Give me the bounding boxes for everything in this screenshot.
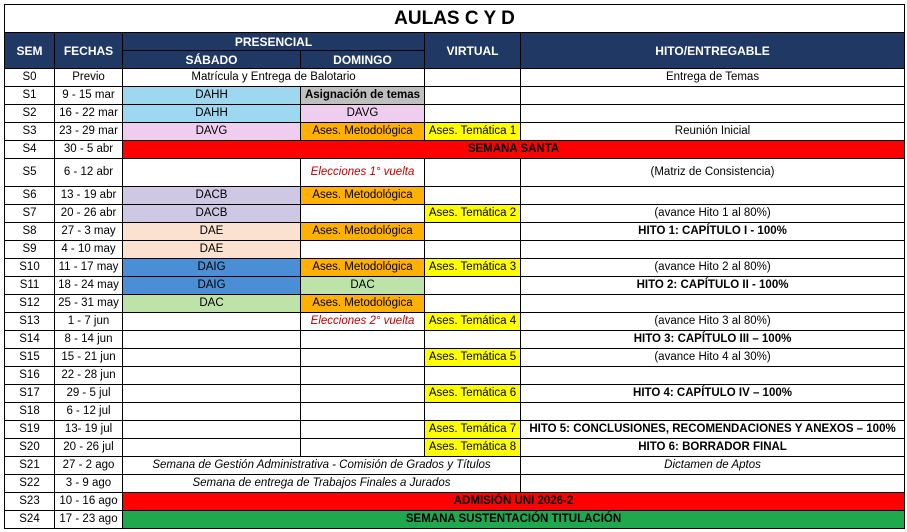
cell-sabado: DACB bbox=[123, 187, 301, 205]
table-row bbox=[5, 223, 905, 241]
cell-domingo bbox=[301, 349, 425, 367]
cell-banner: ADMISIÓN UNI 2026-2 bbox=[123, 493, 905, 511]
cell-sem: S3 bbox=[5, 123, 55, 141]
cell-fechas: 20 - 26 abr bbox=[55, 205, 123, 223]
table-row bbox=[5, 187, 905, 205]
cell-domingo: Ases. Metodológica bbox=[301, 187, 425, 205]
cell-hito: (avance Hito 3 al 80%) bbox=[521, 313, 905, 331]
header-sem: SEM bbox=[5, 33, 55, 69]
cell-fechas: 4 - 10 may bbox=[55, 241, 123, 259]
cell-fechas: 13- 19 jul bbox=[55, 421, 123, 439]
table-row bbox=[5, 385, 905, 403]
cell-fechas: 18 - 24 may bbox=[55, 277, 123, 295]
cell-sabado bbox=[123, 367, 301, 385]
cell-hito: Dictamen de Aptos bbox=[521, 457, 905, 475]
cell-sem: S16 bbox=[5, 367, 55, 385]
cell-sabado: DAE bbox=[123, 223, 301, 241]
cell-sem: S13 bbox=[5, 313, 55, 331]
table-row bbox=[5, 475, 905, 493]
cell-sem: S8 bbox=[5, 223, 55, 241]
cell-sem: S10 bbox=[5, 259, 55, 277]
cell-hito: HITO 4: CAPÍTULO IV – 100% bbox=[521, 385, 905, 403]
cell-sem: S7 bbox=[5, 205, 55, 223]
cell-hito: HITO 2: CAPÍTULO II - 100% bbox=[521, 277, 905, 295]
cell-sabado bbox=[123, 439, 301, 457]
header-domingo: DOMINGO bbox=[301, 51, 425, 69]
cell-virtual: Ases. Temática 6 bbox=[425, 385, 521, 403]
cell-fechas: 22 - 28 jun bbox=[55, 367, 123, 385]
table-row bbox=[5, 259, 905, 277]
cell-virtual bbox=[425, 187, 521, 205]
cell-fechas: 10 - 16 ago bbox=[55, 493, 123, 511]
cell-fechas: 16 - 22 mar bbox=[55, 105, 123, 123]
cell-hito bbox=[521, 367, 905, 385]
cell-note: Semana de entrega de Trabajos Finales a Jurados bbox=[123, 475, 521, 493]
cell-banner: SEMANA SANTA bbox=[123, 141, 905, 159]
cell-sem: S5 bbox=[5, 159, 55, 187]
cell-hito: Entrega de Temas bbox=[521, 69, 905, 87]
cell-sabado: DAE bbox=[123, 241, 301, 259]
cell-sem: S1 bbox=[5, 87, 55, 105]
table-row bbox=[5, 511, 905, 529]
header-virtual: VIRTUAL bbox=[425, 33, 521, 69]
cell-hito: HITO 1: CAPÍTULO I - 100% bbox=[521, 223, 905, 241]
table-row bbox=[5, 277, 905, 295]
table-row bbox=[5, 295, 905, 313]
table-row bbox=[5, 367, 905, 385]
cell-sem: S0 bbox=[5, 69, 55, 87]
cell-virtual: Ases. Temática 1 bbox=[425, 123, 521, 141]
cell-virtual bbox=[425, 223, 521, 241]
cell-fechas: 13 - 19 abr bbox=[55, 187, 123, 205]
cell-domingo: Ases. Metodológica bbox=[301, 123, 425, 141]
cell-domingo: DAC bbox=[301, 277, 425, 295]
cell-fechas: 6 - 12 abr bbox=[55, 159, 123, 187]
cell-fechas: 29 - 5 jul bbox=[55, 385, 123, 403]
cell-domingo: Asignación de temas bbox=[301, 87, 425, 105]
table-row bbox=[5, 159, 905, 187]
cell-sabado: DAVG bbox=[123, 123, 301, 141]
table-row bbox=[5, 349, 905, 367]
cell-hito: HITO 6: BORRADOR FINAL bbox=[521, 439, 905, 457]
cell-domingo bbox=[301, 241, 425, 259]
table-row bbox=[5, 421, 905, 439]
table-row bbox=[5, 205, 905, 223]
cell-sem: S11 bbox=[5, 277, 55, 295]
cell-note: Semana de Gestión Administrativa - Comisión de Grados y Títulos bbox=[123, 457, 521, 475]
cell-fechas: 9 - 15 mar bbox=[55, 87, 123, 105]
cell-hito: Reunión Inicial bbox=[521, 123, 905, 141]
cell-virtual bbox=[425, 87, 521, 105]
cell-fechas: 3 - 9 ago bbox=[55, 475, 123, 493]
cell-hito: (Matriz de Consistencia) bbox=[521, 159, 905, 187]
cell-sabado bbox=[123, 159, 301, 187]
cell-fechas: 6 - 12 jul bbox=[55, 403, 123, 421]
cell-hito: (avance Hito 1 al 80%) bbox=[521, 205, 905, 223]
cell-virtual: Ases. Temática 2 bbox=[425, 205, 521, 223]
cell-virtual: Ases. Temática 7 bbox=[425, 421, 521, 439]
cell-hito bbox=[521, 105, 905, 123]
cell-hito bbox=[521, 241, 905, 259]
cell-domingo bbox=[301, 367, 425, 385]
cell-sabado bbox=[123, 421, 301, 439]
cell-domingo bbox=[301, 421, 425, 439]
cell-sabado bbox=[123, 313, 301, 331]
cell-sabado: DAIG bbox=[123, 259, 301, 277]
cell-sem: S21 bbox=[5, 457, 55, 475]
cell-hito bbox=[521, 295, 905, 313]
header-hito: HITO/ENTREGABLE bbox=[521, 33, 905, 69]
cell-sabado bbox=[123, 349, 301, 367]
cell-fechas: 8 - 14 jun bbox=[55, 331, 123, 349]
cell-sabado: DAHH bbox=[123, 105, 301, 123]
cell-virtual bbox=[425, 159, 521, 187]
cell-virtual bbox=[425, 331, 521, 349]
cell-sabado: DAC bbox=[123, 295, 301, 313]
cell-hito bbox=[521, 187, 905, 205]
cell-virtual: Ases. Temática 5 bbox=[425, 349, 521, 367]
cell-virtual bbox=[425, 295, 521, 313]
cell-hito: HITO 3: CAPÍTULO III – 100% bbox=[521, 331, 905, 349]
table-row bbox=[5, 331, 905, 349]
cell-domingo: Elecciones 2° vuelta bbox=[301, 313, 425, 331]
cell-sem: S2 bbox=[5, 105, 55, 123]
cell-virtual bbox=[425, 69, 521, 87]
cell-fechas: 25 - 31 may bbox=[55, 295, 123, 313]
cell-virtual: Ases. Temática 4 bbox=[425, 313, 521, 331]
schedule-table bbox=[4, 4, 905, 529]
cell-domingo bbox=[301, 205, 425, 223]
cell-hito: (avance Hito 4 al 30%) bbox=[521, 349, 905, 367]
cell-sem: S23 bbox=[5, 493, 55, 511]
table-row bbox=[5, 87, 905, 105]
cell-fechas: 27 - 3 may bbox=[55, 223, 123, 241]
cell-domingo: Elecciones 1° vuelta bbox=[301, 159, 425, 187]
cell-fechas: 11 - 17 may bbox=[55, 259, 123, 277]
cell-domingo bbox=[301, 439, 425, 457]
cell-fechas: 27 - 2 ago bbox=[55, 457, 123, 475]
cell-sabado: DAIG bbox=[123, 277, 301, 295]
cell-fechas: 17 - 23 ago bbox=[55, 511, 123, 529]
cell-virtual bbox=[425, 403, 521, 421]
cell-sem: S6 bbox=[5, 187, 55, 205]
table-row bbox=[5, 105, 905, 123]
cell-sabado: DAHH bbox=[123, 87, 301, 105]
cell-sem: S19 bbox=[5, 421, 55, 439]
table-row bbox=[5, 141, 905, 159]
cell-sem: S12 bbox=[5, 295, 55, 313]
cell-sem: S4 bbox=[5, 141, 55, 159]
cell-sabado bbox=[123, 385, 301, 403]
cell-virtual: Ases. Temática 3 bbox=[425, 259, 521, 277]
cell-sem: S20 bbox=[5, 439, 55, 457]
cell-banner: SEMANA SUSTENTACIÓN TITULACIÓN bbox=[123, 511, 905, 529]
cell-sem: S9 bbox=[5, 241, 55, 259]
cell-sabado bbox=[123, 331, 301, 349]
cell-domingo: Ases. Metodológica bbox=[301, 259, 425, 277]
table-row bbox=[5, 403, 905, 421]
table-row bbox=[5, 123, 905, 141]
cell-fechas: 1 - 7 jun bbox=[55, 313, 123, 331]
cell-fechas: 30 - 5 abr bbox=[55, 141, 123, 159]
cell-sem: S18 bbox=[5, 403, 55, 421]
cell-presencial: Matrícula y Entrega de Balotario bbox=[123, 69, 425, 87]
cell-virtual bbox=[425, 367, 521, 385]
table-row bbox=[5, 439, 905, 457]
cell-sabado: DACB bbox=[123, 205, 301, 223]
cell-sabado bbox=[123, 403, 301, 421]
table-row bbox=[5, 241, 905, 259]
header-fechas: FECHAS bbox=[55, 33, 123, 69]
cell-sem: S24 bbox=[5, 511, 55, 529]
cell-sem: S14 bbox=[5, 331, 55, 349]
cell-hito bbox=[521, 475, 905, 493]
cell-fechas: Previo bbox=[55, 69, 123, 87]
table-row bbox=[5, 493, 905, 511]
cell-domingo bbox=[301, 403, 425, 421]
table-row bbox=[5, 69, 905, 87]
cell-virtual: Ases. Temática 8 bbox=[425, 439, 521, 457]
cell-virtual bbox=[425, 277, 521, 295]
cell-domingo bbox=[301, 385, 425, 403]
page-title: AULAS C Y D bbox=[5, 5, 905, 33]
cell-hito bbox=[521, 87, 905, 105]
cell-virtual bbox=[425, 241, 521, 259]
cell-hito: HITO 5: CONCLUSIONES, RECOMENDACIONES Y ANEXOS – 100% bbox=[521, 421, 905, 439]
cell-domingo bbox=[301, 331, 425, 349]
cell-hito: (avance Hito 2 al 80%) bbox=[521, 259, 905, 277]
cell-fechas: 23 - 29 mar bbox=[55, 123, 123, 141]
cell-domingo: DAVG bbox=[301, 105, 425, 123]
table-row bbox=[5, 313, 905, 331]
cell-sem: S17 bbox=[5, 385, 55, 403]
cell-hito bbox=[521, 403, 905, 421]
cell-sem: S22 bbox=[5, 475, 55, 493]
cell-sem: S15 bbox=[5, 349, 55, 367]
header-sabado: SÁBADO bbox=[123, 51, 301, 69]
header-presencial: PRESENCIAL bbox=[123, 33, 425, 51]
table-row bbox=[5, 457, 905, 475]
cell-virtual bbox=[425, 105, 521, 123]
cell-domingo: Ases. Metodológica bbox=[301, 295, 425, 313]
cell-fechas: 20 - 26 jul bbox=[55, 439, 123, 457]
cell-fechas: 15 - 21 jun bbox=[55, 349, 123, 367]
cell-domingo: Ases. Metodológica bbox=[301, 223, 425, 241]
